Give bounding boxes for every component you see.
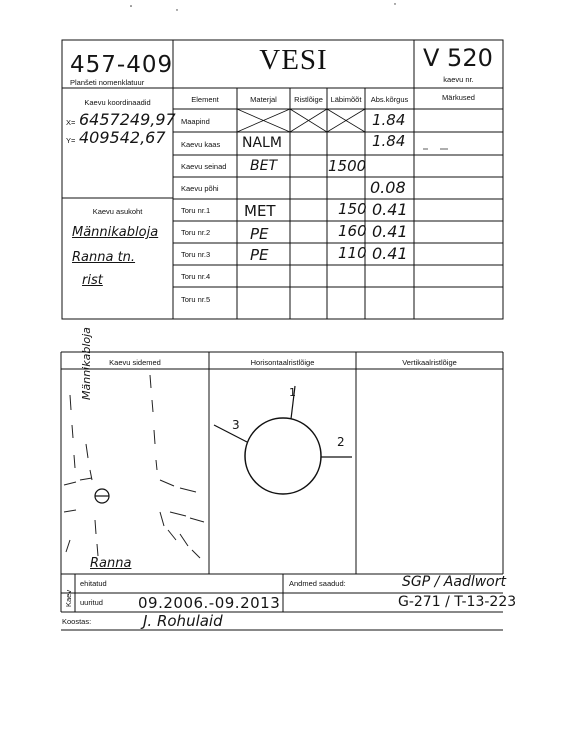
- row-label-toru-4: Toru nr.4: [181, 272, 211, 281]
- y-prefix: Y=: [66, 136, 76, 145]
- cell-material-toru-1: MET: [244, 202, 276, 220]
- section-header-connections: Kaevu sidemed: [109, 358, 161, 367]
- cell-diameter-toru-2: 160: [338, 222, 367, 240]
- location-line-3: rist: [82, 273, 103, 288]
- data-source-value-2: G-271 / T-13-223: [398, 594, 517, 610]
- well-cross-section: [245, 418, 321, 494]
- x-coordinate: 6457249,97: [79, 110, 176, 129]
- coords-label: Kaevu koordinaadid: [84, 98, 151, 107]
- col-header-abs: Abs.kõrgus: [370, 95, 409, 104]
- data-source-label: Andmed saadud:: [289, 579, 346, 588]
- row-label-maapind: Maapind: [181, 117, 210, 126]
- location-label: Kaevu asukoht: [92, 207, 143, 216]
- cell-abs-maapind: 1.84: [372, 111, 406, 129]
- col-header-element: Element: [191, 95, 219, 104]
- nomenclature-label: Planšeti nomenklatuur: [70, 78, 145, 87]
- row-label-toru-1: Toru nr.1: [181, 206, 211, 215]
- cell-abs-kaevu-kaas: 1.84: [372, 132, 406, 150]
- x-prefix: X=: [66, 118, 76, 127]
- footer-side-label: Kaev: [64, 589, 73, 607]
- cell-material-kaevu-seinad: BET: [250, 158, 278, 174]
- pipe-label-2: 2: [337, 435, 345, 449]
- cell-abs-toru-1: 0.41: [372, 200, 408, 219]
- built-label: ehitatud: [80, 579, 107, 588]
- page-title: VESI: [259, 44, 328, 76]
- site-sketch: [64, 375, 204, 558]
- cell-material-toru-3: PE: [250, 246, 269, 264]
- y-coordinate: 409542,67: [79, 128, 166, 147]
- row-label-kaevu-seinad: Kaevu seinad: [181, 162, 227, 171]
- pipe-label-1: 1: [289, 386, 296, 399]
- section-header-vertical: Vertikaalristlõige: [402, 358, 457, 367]
- location-line-2: Ranna tn.: [72, 250, 136, 265]
- well-number: V 520: [423, 44, 493, 72]
- cell-abs-toru-3: 0.41: [372, 244, 408, 263]
- cell-diameter-toru-3: 110: [338, 244, 367, 262]
- row-label-toru-5: Toru nr.5: [181, 295, 211, 304]
- row-label-kaevu-kaas: Kaevu kaas: [181, 140, 221, 149]
- col-header-notes: Märkused: [442, 93, 475, 102]
- col-header-diameter: Läbimõõt: [330, 95, 362, 104]
- compiler-label: Koostas:: [62, 617, 92, 626]
- col-header-section: Ristlõige: [294, 95, 323, 104]
- row-label-kaevu-pohi: Kaevu põhi: [181, 184, 219, 193]
- measured-value: 09.2006.-09.2013: [138, 594, 281, 612]
- pipe-label-3: 3: [232, 418, 240, 432]
- cell-abs-kaevu-pohi: 0.08: [370, 178, 406, 197]
- cell-material-kaevu-kaas: NALM: [242, 135, 282, 151]
- location-line-1: Männikabloja: [72, 225, 159, 240]
- sketch-street-label: Männikabloja: [80, 327, 93, 400]
- compiler-value: J. Rohulaid: [143, 612, 223, 630]
- col-header-material: Materjal: [250, 95, 277, 104]
- section-header-horizontal: Horisontaalristlõige: [250, 358, 315, 367]
- row-label-toru-3: Toru nr.3: [181, 250, 211, 259]
- cell-diameter-toru-1: 150: [338, 200, 367, 218]
- cell-material-toru-2: PE: [250, 225, 269, 243]
- row-label-toru-2: Toru nr.2: [181, 228, 211, 237]
- well-number-label: kaevu nr.: [443, 75, 474, 84]
- measured-label: uuritud: [80, 598, 103, 607]
- cell-abs-toru-2: 0.41: [372, 222, 408, 241]
- nomenclature-value: 457-409: [70, 52, 174, 78]
- sketch-ranna-label: Ranna: [90, 556, 132, 571]
- data-source-value-1: SGP / Aadlwort: [402, 574, 506, 590]
- cell-diameter-kaevu-seinad: 1500: [328, 157, 367, 175]
